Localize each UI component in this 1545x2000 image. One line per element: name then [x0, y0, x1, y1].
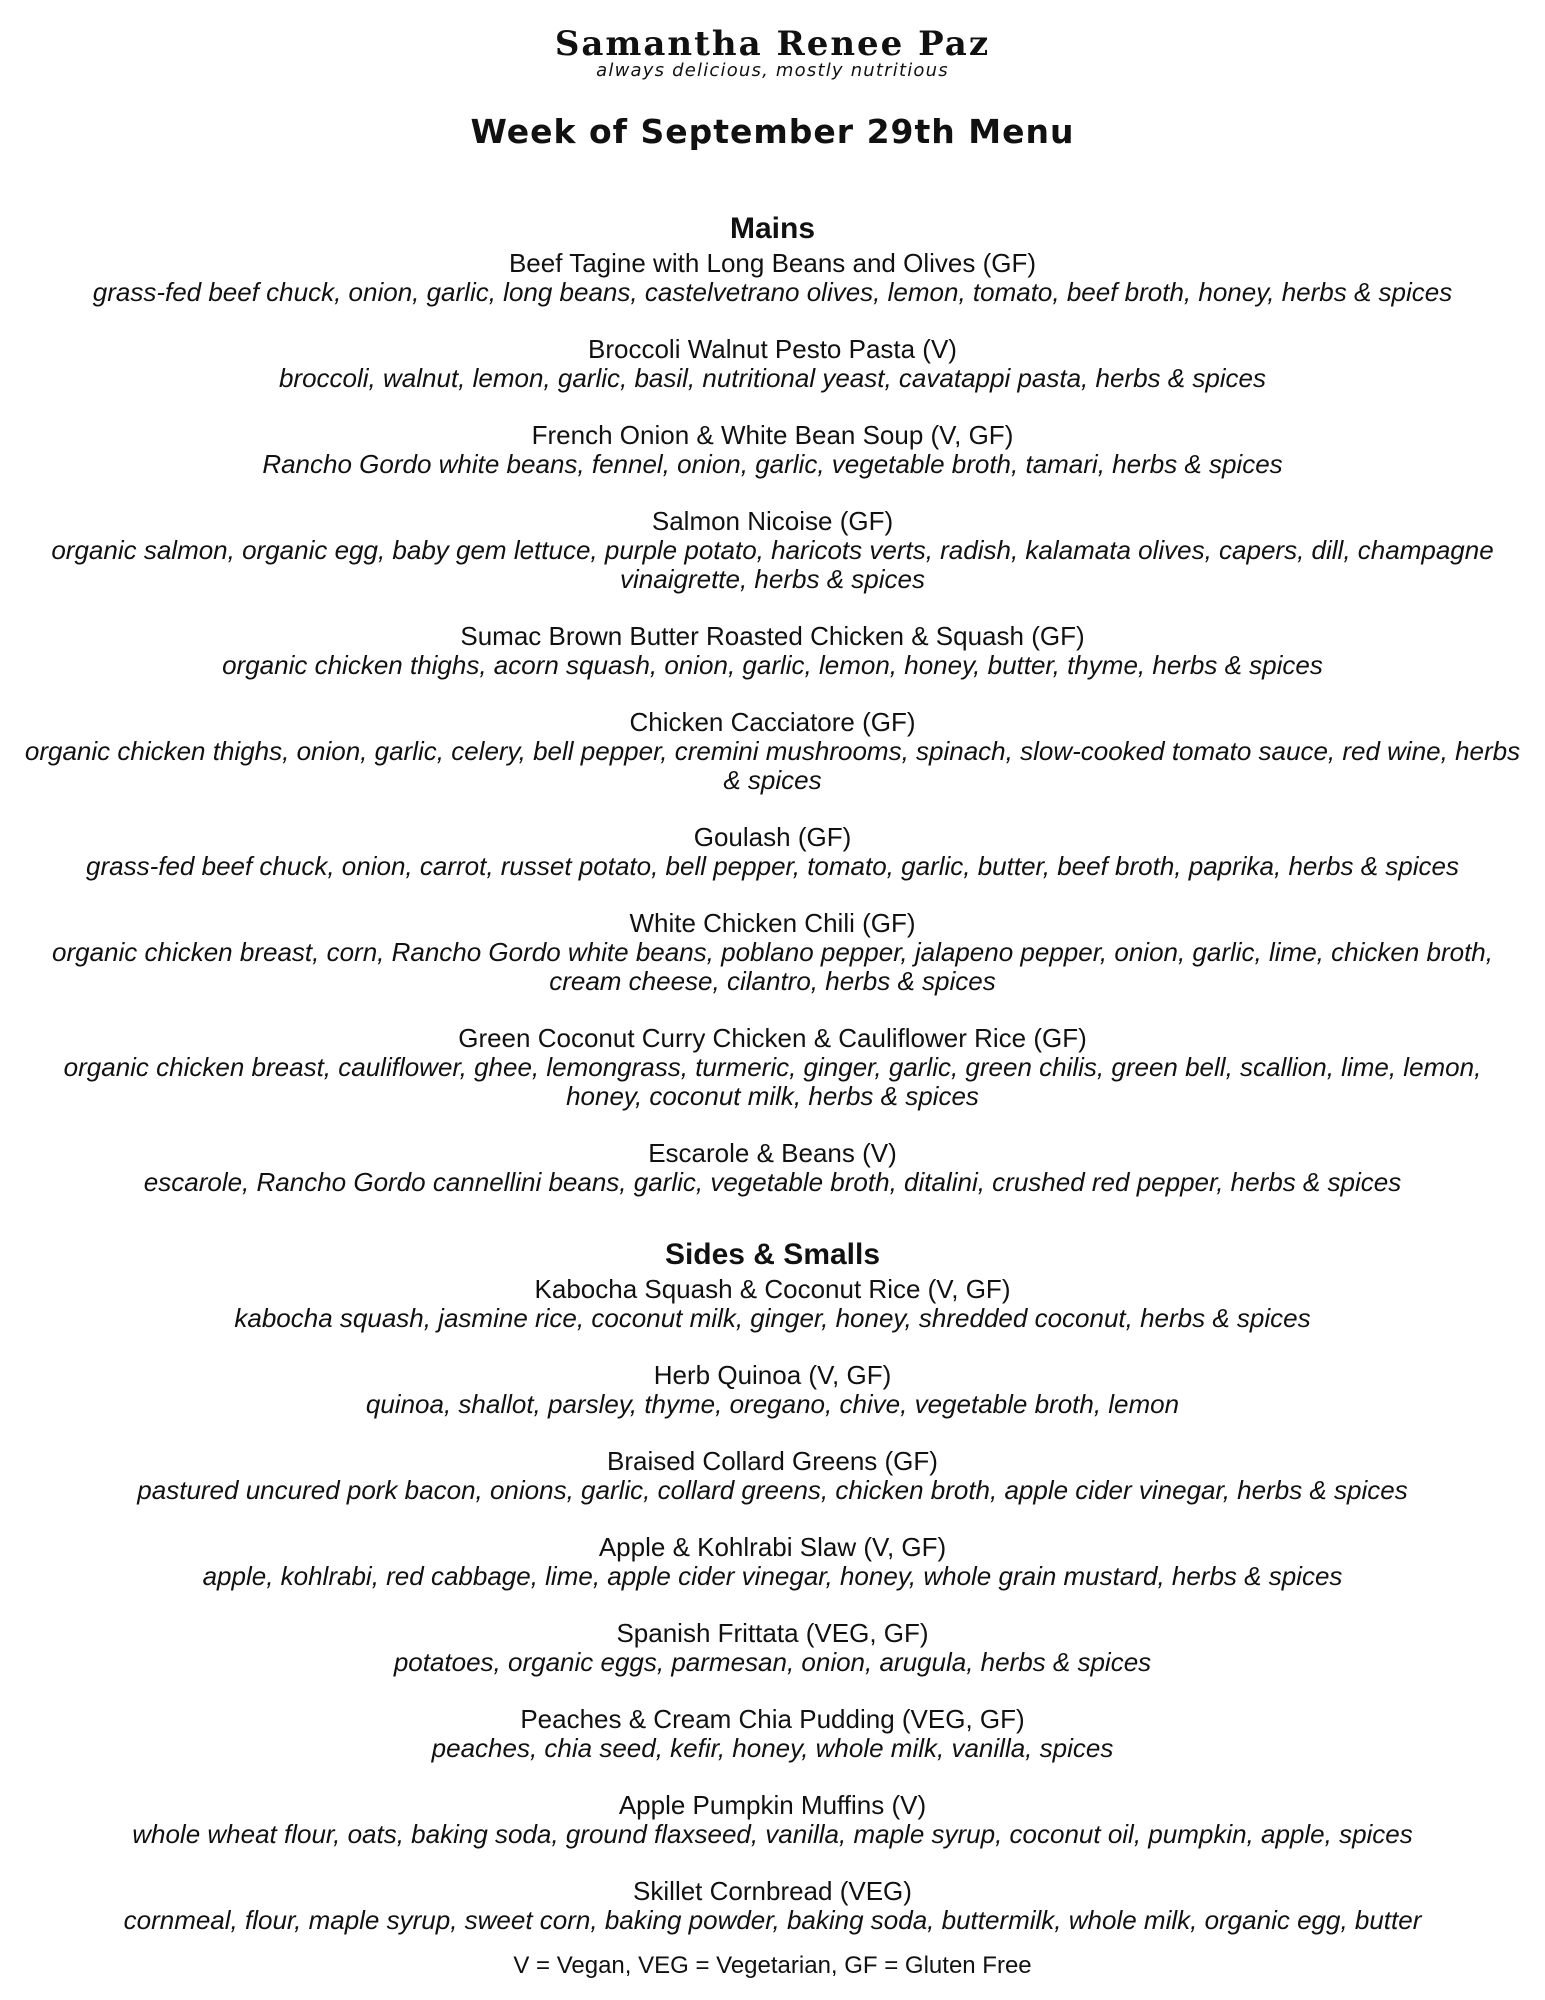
dish-name: White Chicken Chili (GF): [629, 908, 916, 938]
mains-heading: Mains: [729, 212, 816, 245]
dish-name: Broccoli Walnut Pesto Pasta (V): [588, 334, 957, 364]
dish-item: [24, 1447, 1521, 1505]
dish-name: Green Coconut Curry Chicken & Cauliflower Rice (GF): [458, 1023, 1087, 1053]
dish-item: [24, 1877, 1521, 1935]
dish-name: Escarole & Beans (V): [648, 1138, 897, 1168]
dish-name: French Onion & White Bean Soup (V, GF): [531, 420, 1014, 450]
dish-ingredients: grass-fed beef chuck, onion, carrot, russet potato, bell pepper, tomato, garlic, butter, beef broth, paprika, herbs & spices: [86, 851, 1459, 881]
dish-ingredients: pastured uncured pork bacon, onions, garlic, collard greens, chicken broth, apple cider vinegar, herbs & spices: [137, 1475, 1408, 1505]
dish-item: [24, 1139, 1521, 1197]
dish-name: Chicken Cacciatore (GF): [629, 707, 916, 737]
dish-name: Spanish Frittata (VEG, GF): [616, 1618, 929, 1648]
dish-name: Peaches & Cream Chia Pudding (VEG, GF): [520, 1704, 1025, 1734]
dish-name: Goulash (GF): [693, 822, 852, 852]
dish-ingredients: grass-fed beef chuck, onion, garlic, long beans, castelvetrano olives, lemon, tomato, beef broth, honey, herbs & spices: [92, 277, 1453, 307]
dish-item: [24, 249, 1521, 307]
dish-ingredients: apple, kohlrabi, red cabbage, lime, apple cider vinegar, honey, whole grain mustard, herbs & spices: [202, 1561, 1343, 1591]
dish-item: [24, 507, 1521, 594]
dish-ingredients: organic chicken breast, corn, Rancho Gordo white beans, poblano pepper, jalapeno pepper, onion, garlic, lime, chicken broth, cream cheese, cilantro, herbs & spices: [51, 937, 1493, 996]
dish-item: [24, 1361, 1521, 1419]
dish-item: [24, 909, 1521, 996]
dish-ingredients: kabocha squash, jasmine rice, coconut milk, ginger, honey, shredded coconut, herbs & spices: [234, 1303, 1311, 1333]
page-title: Week of September 29th Menu: [470, 112, 1075, 151]
dish-ingredients: quinoa, shallot, parsley, thyme, oregano, chive, vegetable broth, lemon: [365, 1389, 1180, 1419]
dish-item: [24, 622, 1521, 680]
tagline: always delicious, mostly nutritious: [596, 60, 949, 81]
dish-name: Braised Collard Greens (GF): [607, 1446, 938, 1476]
dish-item: [24, 1791, 1521, 1849]
dish-ingredients: whole wheat flour, oats, baking soda, ground flaxseed, vanilla, maple syrup, coconut oil, pumpkin, apple, spices: [132, 1819, 1413, 1849]
dish-name: Salmon Nicoise (GF): [651, 506, 894, 536]
dietary-legend: V = Vegan, VEG = Vegetarian, GF = Gluten Free: [513, 1952, 1032, 1979]
dish-item: [24, 1024, 1521, 1111]
dish-ingredients: escarole, Rancho Gordo cannellini beans, garlic, vegetable broth, ditalini, crushed red pepper, herbs & spices: [143, 1167, 1402, 1197]
dish-name: Kabocha Squash & Coconut Rice (V, GF): [534, 1274, 1011, 1304]
brand-name: Samantha Renee Paz: [554, 24, 991, 64]
dish-item: [24, 823, 1521, 881]
mains-list: [24, 249, 1521, 1225]
dish-ingredients: organic chicken breast, cauliflower, ghee, lemongrass, turmeric, ginger, garlic, green chilis, green bell, scallion, lime, lemon, honey, coconut milk, herbs & spices: [63, 1052, 1482, 1111]
dish-item: [24, 708, 1521, 795]
dish-item: [24, 1619, 1521, 1677]
dish-ingredients: cornmeal, flour, maple syrup, sweet corn, baking powder, baking soda, buttermilk, whole milk, organic egg, butter: [123, 1905, 1422, 1935]
sides-list: [24, 1275, 1521, 1963]
dish-name: Apple Pumpkin Muffins (V): [618, 1790, 927, 1820]
dish-name: Sumac Brown Butter Roasted Chicken & Squash (GF): [460, 621, 1085, 651]
dish-item: [24, 1275, 1521, 1333]
dish-name: Herb Quinoa (V, GF): [653, 1360, 892, 1390]
dish-ingredients: broccoli, walnut, lemon, garlic, basil, nutritional yeast, cavatappi pasta, herbs & spices: [278, 363, 1267, 393]
dish-name: Apple & Kohlrabi Slaw (V, GF): [598, 1532, 947, 1562]
dish-ingredients: organic salmon, organic egg, baby gem lettuce, purple potato, haricots verts, radish, kalamata olives, capers, dill, champagne vinaigrette, herbs & spices: [51, 535, 1494, 594]
dish-ingredients: Rancho Gordo white beans, fennel, onion, garlic, vegetable broth, tamari, herbs & spices: [262, 449, 1283, 479]
dish-ingredients: peaches, chia seed, kefir, honey, whole milk, vanilla, spices: [431, 1733, 1114, 1763]
dish-ingredients: organic chicken thighs, acorn squash, onion, garlic, lemon, honey, butter, thyme, herbs & spices: [222, 650, 1323, 680]
sides-heading: Sides & Smalls: [664, 1238, 881, 1271]
dish-name: Skillet Cornbread (VEG): [633, 1876, 912, 1906]
dish-ingredients: organic chicken thighs, onion, garlic, celery, bell pepper, cremini mushrooms, spinach, slow-cooked tomato sauce, red wine, herbs & spices: [24, 736, 1521, 795]
dish-item: [24, 421, 1521, 479]
dish-name: Beef Tagine with Long Beans and Olives (GF): [508, 248, 1037, 278]
dish-item: [24, 1705, 1521, 1763]
dish-ingredients: potatoes, organic eggs, parmesan, onion, arugula, herbs & spices: [393, 1647, 1152, 1677]
dish-item: [24, 1533, 1521, 1591]
dish-item: [24, 335, 1521, 393]
